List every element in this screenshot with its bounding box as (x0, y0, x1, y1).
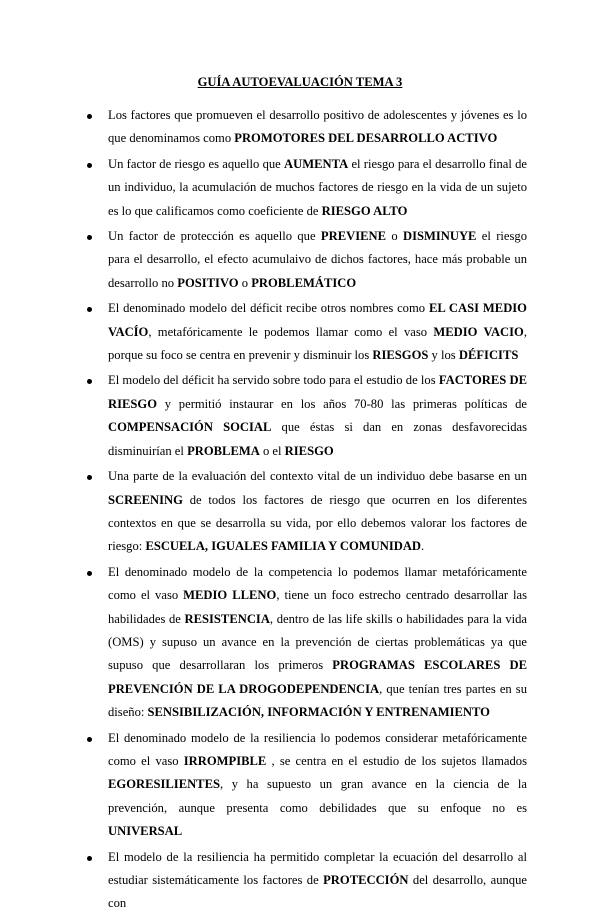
list-item: El modelo del déficit ha servido sobre todo para el estudio de los FACTORES DE RIESGO y permitió instaurar en los años 70-80 las primeras políticas de COMPENSACIÓN SOCIAL que éstas si dan en zonas desfavorecidas disminuirían el PROBLEMA o el RIESGO (87, 369, 527, 463)
page-title: GUÍA AUTOEVALUACIÓN TEMA 3 (197, 75, 403, 89)
bullet-icon (87, 114, 92, 119)
list-item: El denominado modelo de la competencia lo podemos llamar metafóricamente como el vaso MEDIO LLENO, tiene un foco estrecho centrado desarrollar las habilidades de RESISTENCIA, dentro de las life skills o habilidades para la vida (OMS) y supuso un avance en la prevención de ciertas problemáticas ya que supuso que desarrollaran los primeros PROGRAMAS ESCOLARES DE PREVENCIÓN DE LA DROGODEPENDENCIA, que tenían tres partes en su diseño: SENSIBILIZACIÓN, INFORMACIÓN Y ENTRENAMIENTO (87, 561, 527, 725)
list-item: Un factor de protección es aquello que PREVIENE o DISMINUYE el riesgo para el desarrollo, el efecto acumulaivo de dichos factores, hace más probable un desarrollo no POSITIVO o PROBLEMÁTICO (87, 225, 527, 295)
bullet-list (87, 104, 527, 918)
list-item: El denominado modelo de la resiliencia lo podemos considerar metafóricamente como el vaso IRROMPIBLE , se centra en el estudio de los sujetos llamados EGORESILIENTES, y ha supuesto un gran avance en la ciencia de la prevención, aunque presenta como debilidades que su enfoque no es UNIVERSAL (87, 727, 527, 844)
list-item: El modelo de la resiliencia ha permitido completar la ecuación del desarrollo al estudiar sistemáticamente los factores de PROTECCIÓN del desarrollo, aunque con (87, 846, 527, 916)
bullet-icon (87, 475, 92, 480)
bullet-icon (87, 163, 92, 168)
list-item: El denominado modelo del déficit recibe otros nombres como EL CASI MEDIO VACÍO, metafóricamente le podemos llamar como el vaso MEDIO VACIO, porque su foco se centra en prevenir y disminuir los RIESGOS y los DÉFICITS (87, 297, 527, 367)
bullet-icon (87, 235, 92, 240)
bullet-icon (87, 856, 92, 861)
bullet-icon (87, 737, 92, 742)
list-item: Los factores que promueven el desarrollo positivo de adolescentes y jóvenes es lo que denominamos como PROMOTORES DEL DESARROLLO ACTIVO (87, 104, 527, 151)
list-item: Una parte de la evaluación del contexto vital de un individuo debe basarse en un SCREENING de todos los factores de riesgo que ocurren en los diferentes contextos en que se desarrolla su vida, por ello debemos valorar los factores de riesgo: ESCUELA, IGUALES FAMILIA Y COMUNIDAD. (87, 465, 527, 559)
list-item: Un factor de riesgo es aquello que AUMENTA el riesgo para el desarrollo final de un individuo, la acumulación de muchos factores de riesgo en la vida de un sujeto es lo que calificamos como coeficiente de RIESGO ALTO (87, 153, 527, 223)
bullet-icon (87, 571, 92, 576)
bullet-icon (87, 307, 92, 312)
bullet-icon (87, 379, 92, 384)
